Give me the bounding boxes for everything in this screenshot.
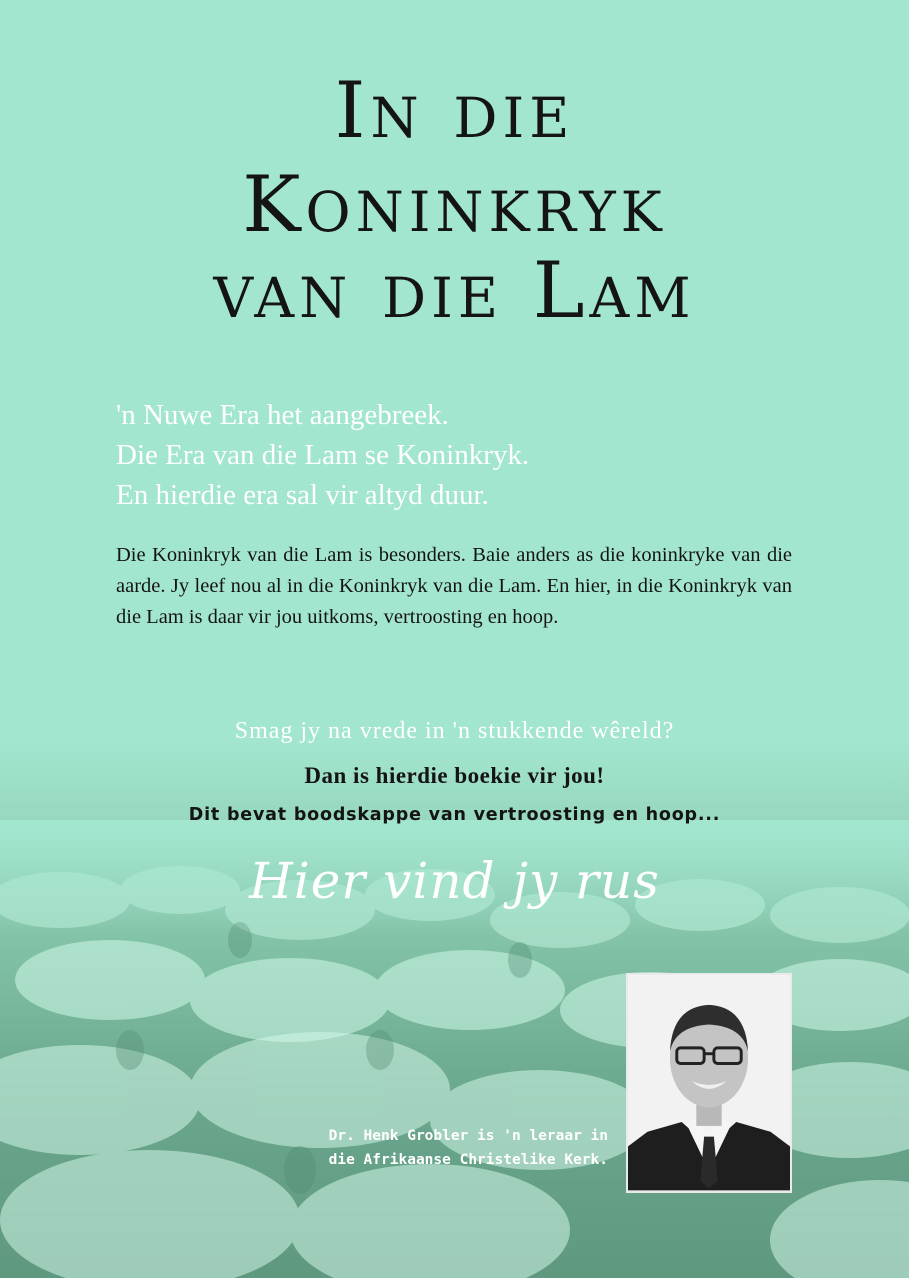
author-bio: [300, 1124, 608, 1172]
lead-text: [116, 395, 836, 515]
title-line-3: van die Lam: [213, 246, 696, 336]
lead-line-3: En hierdie era sal vir altyd duur.: [116, 479, 489, 511]
lead-line-1: 'n Nuwe Era het aangebreek.: [116, 399, 449, 431]
author-photo: [626, 973, 792, 1193]
body-paragraph: Die Koninkryk van die Lam is besonders. Baie anders as die koninkryke van die aarde. Jy leef nou al in die Koninkryk van die Lam. En hier, in die Koninkryk van die Lam is daar vir jou uitkoms, vertroosting en hoop.: [116, 544, 792, 628]
portrait-icon: [628, 975, 790, 1191]
author-line-2: die Afrikaanse Christelike Kerk.: [328, 1152, 608, 1168]
title-line-2: Koninkryk: [242, 160, 667, 250]
question-text: Smag jy na vrede in 'n stukkende wêreld?: [234, 718, 675, 744]
subline-text: Dit bevat boodskappe van vertroosting en hoop...: [188, 805, 721, 825]
author-line-1: Dr. Henk Grobler is 'n leraar in: [328, 1128, 608, 1144]
title-line-1: In die: [334, 66, 575, 156]
call-to-action: Dan is hierdie boekie vir jou!: [304, 763, 605, 788]
script-tagline: Hier vind jy rus: [249, 852, 660, 910]
lead-line-2: Die Era van die Lam se Koninkryk.: [116, 439, 530, 471]
